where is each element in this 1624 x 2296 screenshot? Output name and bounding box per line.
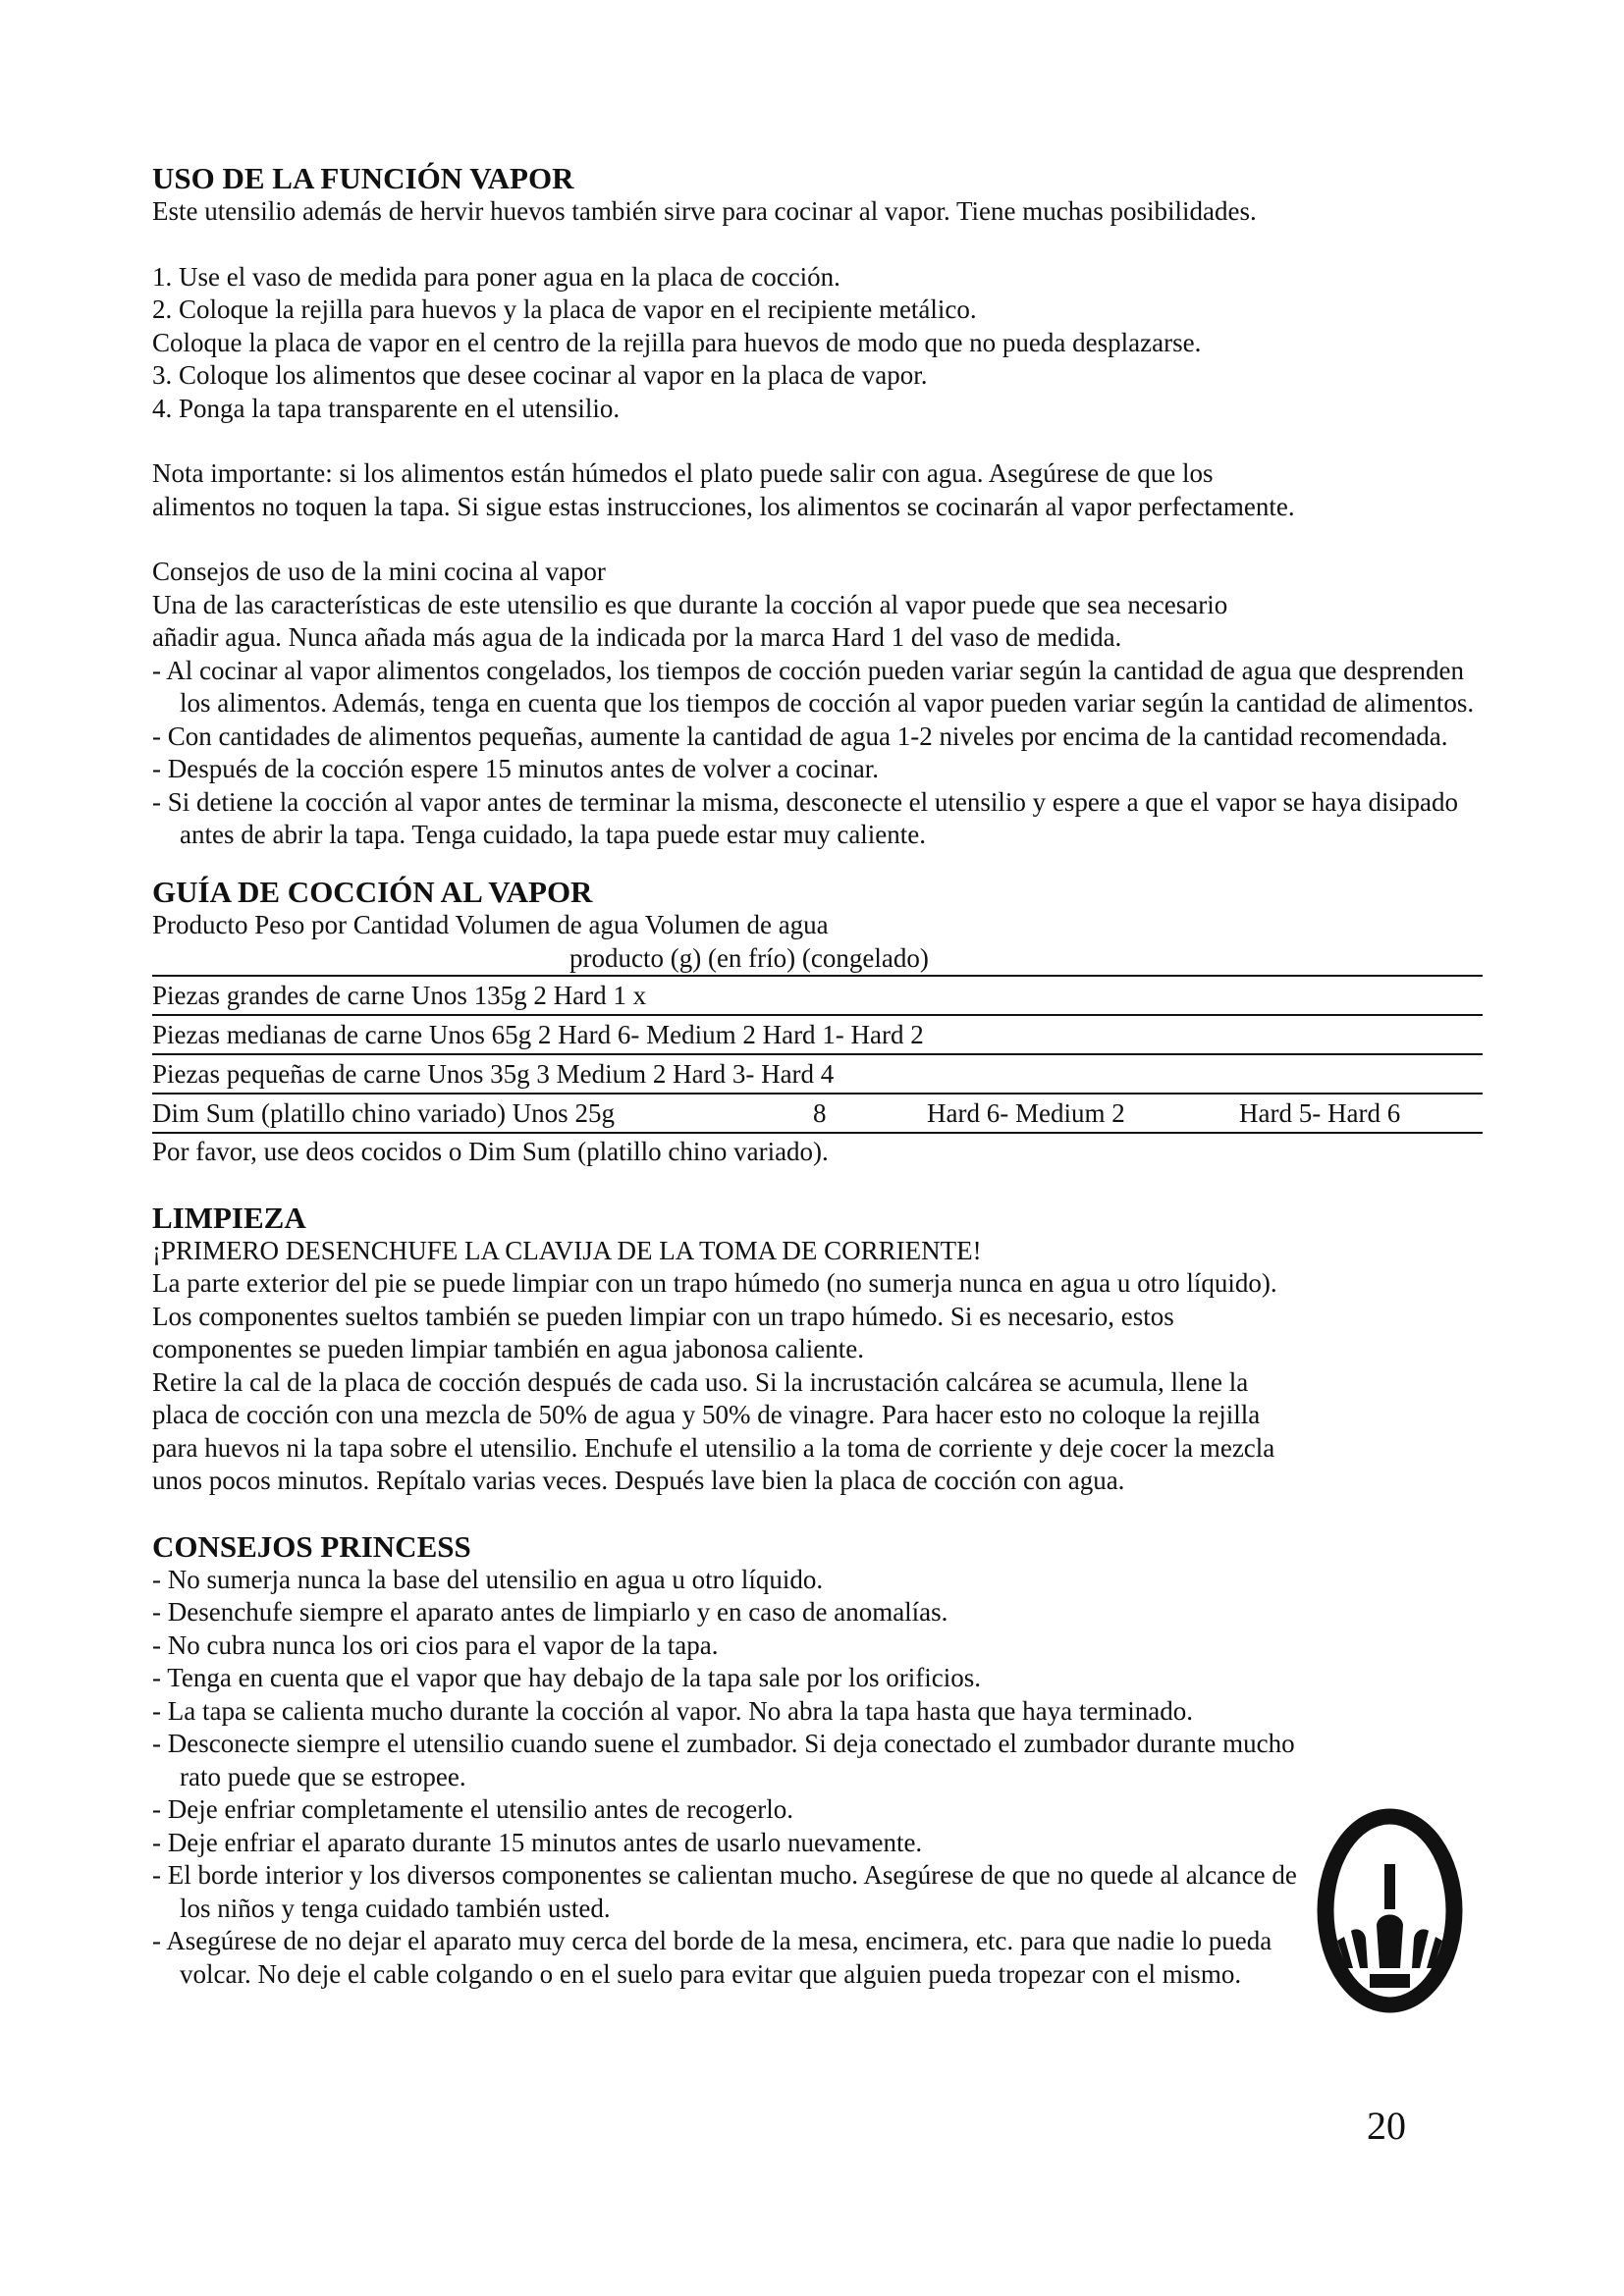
table-row [152,975,1483,1016]
cleaning-line: ¡PRIMERO DESENCHUFE LA CLAVIJA DE LA TOMA DE CORRIENTE! [152,1235,982,1265]
page-number: 20 [1367,2104,1406,2148]
step-line: 3. Coloque los alimentos que desee cocinar al vapor en la placa de vapor. [152,360,928,390]
section-title-cleaning: LIMPIEZA [152,1200,306,1235]
list-item: - No sumerja nunca la base del utensilio en agua u otro líquido. [152,1564,824,1594]
table-cell-qty: 8 [813,1098,827,1128]
table-cell-frozen: Hard 5- Hard 6 [1239,1098,1401,1128]
list-item: - Con cantidades de alimentos pequeñas, aumente la cantidad de agua 1-2 niveles por encima de la cantidad recomendada. [152,721,1448,751]
cleaning-line: La parte exterior del pie se puede limpiar con un trapo húmedo (no sumerja nunca en agua u otro líquido). [152,1268,1277,1298]
list-item: - No cubra nunca los ori cios para el vapor de la tapa. [152,1629,719,1660]
manual-page [152,162,1483,1991]
table-cell-product: Dim Sum (platillo chino variado) Unos 25g [152,1098,615,1128]
list-item: - Si detiene la cocción al vapor antes de terminar la misma, desconecte el utensilio y espere a que el vapor se haya disipado antes de abrir la tapa. Tenga cuidado, la tapa puede estar muy caliente. [152,786,1459,849]
list-item: - Después de la cocción espere 15 minutos antes de volver a cocinar. [152,754,879,783]
safety-tips-list [152,1564,1311,1992]
table-row [152,1016,1483,1055]
table-cell: Piezas medianas de carne Unos 65g 2 Hard 6- Medium 2 Hard 1- Hard 2 [152,1020,924,1049]
cleaning-line: unos pocos minutos. Repítalo varias veces. Después lave bien la placa de cocción con agua. [152,1466,1125,1495]
step-line: 1. Use el vaso de medida para poner agua en la placa de cocción. [152,261,840,292]
tips-line: Una de las características de este utensilio es que durante la cocción al vapor puede que sea necesario [152,589,1228,619]
tips-line: añadir agua. Nunca añada más agua de la indicada por la marca Hard 1 del vaso de medida. [152,622,1122,652]
cleaning-line: componentes se pueden limpiar también en agua jabonosa caliente. [152,1334,864,1363]
list-item: - Deje enfriar el aparato durante 15 minutos antes de usarlo nuevamente. [152,1827,923,1857]
important-note-line: Nota importante: si los alimentos están húmedos el plato puede salir con agua. Asegúrese de que los [152,458,1214,488]
list-item: - La tapa se calienta mucho durante la cocción al vapor. No abra la tapa hasta que haya terminado. [152,1695,1194,1726]
list-item: - Desenchufe siempre el aparato antes de limpiarlo y en caso de anomalías. [152,1597,948,1627]
table-cell: Piezas grandes de carne Unos 135g 2 Hard 1 x [152,981,647,1010]
section-title-steam-guide: GUÍA DE COCCIÓN AL VAPOR [152,874,593,909]
tips-title: Consejos de uso de la mini cocina al vapor [152,557,606,586]
step-line: Coloque la placa de vapor en el centro de la rejilla para huevos de modo que no pueda desplazarse. [152,327,1202,357]
table-row [152,1095,1483,1134]
intro-paragraph: Este utensilio además de hervir huevos también sirve para cocinar al vapor. Tiene muchas posibilidades. [152,196,1257,226]
section-title-princess-tips: CONSEJOS PRINCESS [152,1528,471,1564]
table-cell-cold: Hard 6- Medium 2 [927,1098,1125,1128]
section-title-steam-function: USO DE LA FUNCIÓN VAPOR [152,161,574,195]
table-header-line: producto (g) (en frío) (congelado) [569,943,929,973]
table-footer: Por favor, use deos cocidos o Dim Sum (platillo chino variado). [152,1137,829,1166]
important-note-line: alimentos no toquen la tapa. Si sigue estas instrucciones, los alimentos se cocinarán al vapor perfectamente. [152,491,1295,521]
table-header-line: Producto Peso por Cantidad Volumen de agua Volumen de agua [152,909,829,939]
table-cell: Piezas pequeñas de carne Unos 35g 3 Medium 2 Hard 3- Hard 4 [152,1059,835,1089]
list-item: - Tenga en cuenta que el vapor que hay debajo de la tapa sale por los orificios. [152,1663,982,1692]
step-line: 2. Coloque la rejilla para huevos y la placa de vapor en el recipiente metálico. [152,294,977,324]
step-line: 4. Ponga la tapa transparente en el utensilio. [152,393,621,423]
princess-logo-icon [1314,1805,1466,2016]
list-item: - Asegúrese de no dejar el aparato muy cerca del borde de la mesa, encimera, etc. para que nadie lo pueda volcar. No deje el cable colgando o en el suelo para evitar que alguien pueda tropezar con el mismo. [152,1926,1272,1989]
cleaning-line: para huevos ni la tapa sobre el utensilio. Enchufe el utensilio a la toma de corriente y deje cocer la mezcla [152,1432,1275,1463]
cleaning-line: Los componentes sueltos también se pueden limpiar con un trapo húmedo. Si es necesario, estos [152,1301,1174,1331]
cleaning-line: Retire la cal de la placa de cocción después de cada uso. Si la incrustación calcárea se acumula, llene la [152,1366,1249,1397]
list-item: - Desconecte siempre el utensilio cuando suene el zumbador. Si deja conectado el zumbador durante mucho rato puede que se estropee. [152,1729,1295,1791]
table-row [152,1055,1483,1095]
list-item: - El borde interior y los diversos componentes se calientan mucho. Asegúrese de que no quede al alcance de los niños y tenga cuidado también usted. [152,1860,1297,1923]
cleaning-line: placa de cocción con una mezcla de 50% de agua y 50% de vinagre. Para hacer esto no coloque la rejilla [152,1400,1261,1429]
list-item: - Deje enfriar completamente el utensilio antes de recogerlo. [152,1794,793,1824]
list-item: - Al cocinar al vapor alimentos congelados, los tiempos de cocción pueden variar según la cantidad de agua que desprenden los alimentos. Además, tenga en cuenta que los tiempos de cocción al vapor pueden variar según la cantidad de alimentos. [152,655,1475,718]
